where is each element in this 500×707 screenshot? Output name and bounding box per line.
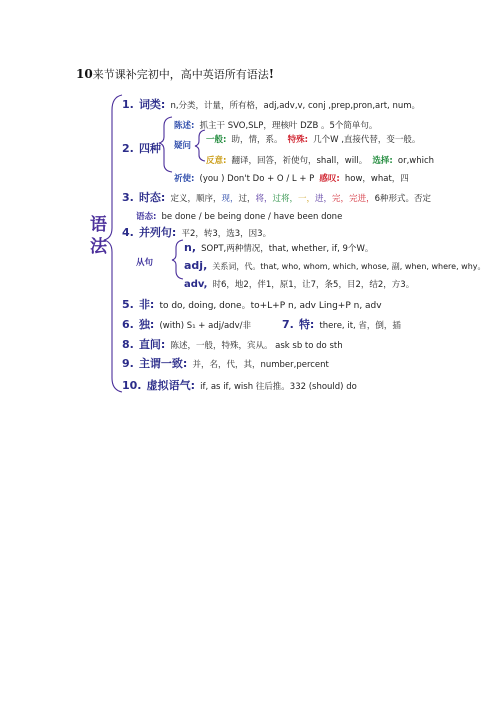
row-2d-text2: how，what，四 xyxy=(344,174,409,184)
row-3-label: 时态: xyxy=(138,191,166,204)
row-1-text: n,分类，计量，所有格，adj,adv,v, conj ,prep,pron,art, num。 xyxy=(170,101,421,111)
row-3-text1: 定义，顺序， xyxy=(170,194,222,204)
heading-number: 10 xyxy=(76,67,93,81)
row-8-label: 直间: xyxy=(138,338,166,351)
row-2b-special: 特殊: xyxy=(287,135,309,145)
row-6 xyxy=(122,293,382,312)
row-5a-text: SOPT,两种情况，that, whether, if, 9个W。 xyxy=(201,244,374,254)
row-2-ask: 疑问 xyxy=(174,141,192,151)
row-7b-text: there, it, 省，倒，插 xyxy=(319,321,401,331)
row-2b-label: 一般: xyxy=(206,135,227,145)
row-2c-text: 翻译，回答，祈使句，shall，will。 xyxy=(231,156,368,166)
clause-brace xyxy=(172,240,183,279)
tense-simple: 一， xyxy=(298,194,316,204)
row-2d-text: (you ) Don't Do + O / L + P xyxy=(199,174,315,184)
row-9-num: 9. xyxy=(122,357,134,370)
heading-mark: ! xyxy=(268,67,274,81)
row-2c-label: 反意: xyxy=(206,156,227,166)
row-8-num: 8. xyxy=(122,338,134,351)
row-5c-text: 时6，地2，伴1，原1，让7，条5，目2，结2，方3。 xyxy=(212,280,415,290)
row-9 xyxy=(122,352,329,371)
row-7b-num: 7. xyxy=(282,318,294,331)
tense-past-future: 过将， xyxy=(272,194,299,204)
row-9-text: 并，名，代，其，number,percent xyxy=(192,360,329,370)
row-10-text: if, as if, wish 往后推。332 (should) do xyxy=(200,382,357,392)
row-7b-label: 特: xyxy=(298,318,315,331)
big-char-fa: 法 xyxy=(90,237,107,257)
row-8-text: 陈述，一般，特殊，宾从。 ask sb to do sth xyxy=(170,341,343,351)
row-5b-prefix: adj, xyxy=(184,259,208,272)
row-6-num: 5. xyxy=(122,298,134,311)
row-3b-label: 语态: xyxy=(136,212,157,222)
row-1-label: 词类: xyxy=(138,98,166,111)
tense-past: 过， xyxy=(238,194,256,204)
row-5b-text: 关系词，代。that, who, whom, which, whose, 副, when, where, why。 xyxy=(212,262,486,271)
row-2c-choose: 选择: xyxy=(372,156,393,166)
row-2a-text: 抓主干 SVO,SLP，理核叶 DZB 。5个简单句。 xyxy=(199,121,378,131)
row-5b xyxy=(184,254,486,273)
row-2b xyxy=(206,127,420,146)
row-4-label: 并列句: xyxy=(138,226,177,239)
tense-future: 将， xyxy=(255,194,273,204)
row-7b xyxy=(282,313,401,332)
row-10 xyxy=(122,374,357,393)
row-2-num: 2. xyxy=(122,142,134,155)
row-9-label: 主谓一致: xyxy=(138,357,188,370)
sentence-brace xyxy=(159,117,172,172)
row-10-num: 10. xyxy=(122,379,142,392)
row-5c-prefix: adv, xyxy=(184,279,208,290)
row-4-num: 4. xyxy=(122,226,134,239)
row-2b-text: 助，情，系。 xyxy=(231,135,283,145)
row-6-label: 非: xyxy=(138,298,155,311)
question-brace xyxy=(195,130,205,161)
row-1-num: 1. xyxy=(122,98,134,111)
row-3b-text: be done / be being done / have been done xyxy=(161,212,343,222)
row-4-text: 平2，转3，选3，因3。 xyxy=(181,229,272,239)
row-2a-label: 陈述: xyxy=(174,121,195,131)
heading-text: 来节课补完初中，高中英语所有语法 xyxy=(92,68,269,81)
tense-progressive: 进， xyxy=(315,194,333,204)
row-7-num: 6. xyxy=(122,318,134,331)
tense-perfect: 完， xyxy=(332,194,350,204)
tense-perfect-progressive: 完进， xyxy=(349,194,375,204)
row-3 xyxy=(122,186,431,205)
row-2d xyxy=(174,166,409,185)
row-1 xyxy=(122,93,420,112)
row-5c xyxy=(184,272,414,291)
row-7-label: 独: xyxy=(138,318,155,331)
row-2c-text2: or,which xyxy=(397,156,435,166)
row-5a-prefix: n, xyxy=(184,241,197,254)
row-3-num: 3. xyxy=(122,191,134,204)
row-2c xyxy=(206,148,434,167)
row-10-label: 虚拟语气: xyxy=(146,379,195,392)
row-5-label: 从句 xyxy=(136,258,154,268)
row-3-text2: 6种形式。否定 xyxy=(374,194,431,204)
row-2d-label: 祈使: xyxy=(174,174,195,184)
row-2b-text2: 几个W ,直接代替，变一般。 xyxy=(313,135,421,145)
big-char-yu: 语 xyxy=(90,215,107,235)
row-2d-excl: 感叹: xyxy=(319,174,340,184)
row-7 xyxy=(122,313,251,332)
row-5a xyxy=(184,236,373,255)
row-7-text: (with) S₁ + adj/adv/非 xyxy=(159,321,251,331)
row-2-label: 四种 xyxy=(138,142,161,155)
row-6-text: to do, doing, done。to+L+P n, adv Ling+P n, adv xyxy=(159,301,382,311)
tense-present: 现， xyxy=(221,194,239,204)
row-2 xyxy=(122,137,161,156)
row-8 xyxy=(122,333,343,352)
